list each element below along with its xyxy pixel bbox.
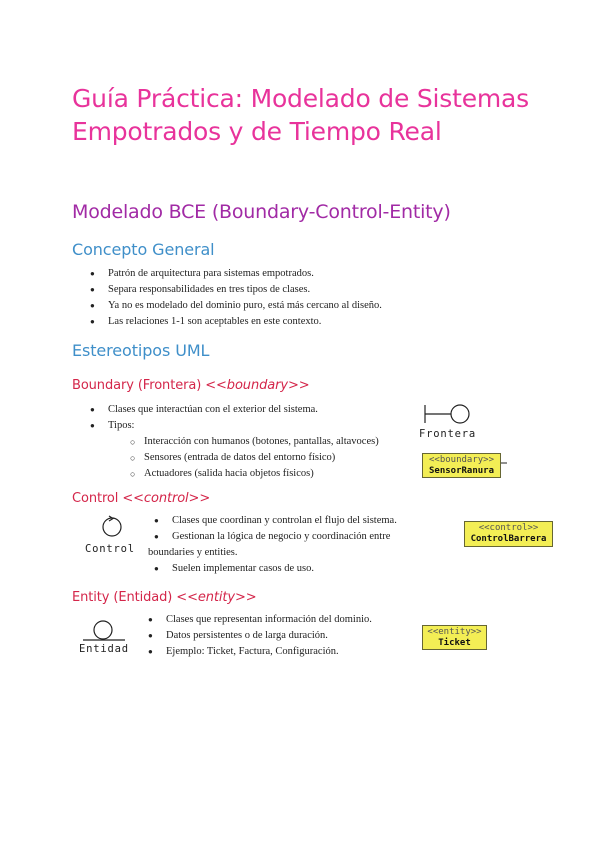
list-item: ● Separa responsabilidades en tres tipos de clases. <box>84 282 382 298</box>
list-item: ● Patrón de arquitectura para sistemas empotrados. <box>84 266 382 282</box>
list-item: ● Datos persistentes o de larga duración. <box>142 628 372 644</box>
control-box-classname: ControlBarrera <box>470 534 547 544</box>
subsection-heading-estereotipos: Estereotipos UML <box>72 341 210 360</box>
list-item: ● Ejemplo: Ticket, Factura, Configuración. <box>142 644 372 660</box>
control-heading <box>72 490 210 508</box>
section-heading-bce: Modelado BCE (Boundary-Control-Entity) <box>72 201 451 223</box>
list-item <box>84 418 379 482</box>
control-box-stereotype: <<control>> <box>478 523 539 533</box>
list-item: ● Ya no es modelado del dominio puro, está más cercano al diseño. <box>84 298 382 314</box>
list-item: ● Gestionan la lógica de negocio y coordinación entre <box>148 529 397 545</box>
entity-list <box>142 612 372 660</box>
list-item: ● Clases que interactúan con el exterior del sistema. <box>84 402 379 418</box>
entity-class-box <box>422 625 487 650</box>
document-title: Guía Práctica: Modelado de Sistemas Empotrados y de Tiempo Real <box>72 84 530 146</box>
boundary-heading <box>72 377 310 395</box>
list-item-text: Tipos: <box>108 420 135 431</box>
list-item: ● Suelen implementar casos de uso. <box>148 561 397 577</box>
boundary-sublist <box>108 434 379 482</box>
entity-box-stereotype: <<entity>> <box>427 627 482 637</box>
subsection-heading-concepto: Concepto General <box>72 240 215 259</box>
boundary-uml-icon <box>424 403 472 427</box>
list-item: ● Las relaciones 1-1 son aceptables en este contexto. <box>84 314 382 330</box>
sublist-item: ○ Interacción con humanos (botones, pantallas, altavoces) <box>108 434 379 450</box>
entity-uml-icon <box>82 620 126 642</box>
boundary-list <box>84 402 379 482</box>
sublist-item: ○ Sensores (entrada de datos del entorno físico) <box>108 450 379 466</box>
boundary-heading-stereotype: <<boundary>> <box>205 378 310 393</box>
control-icon-label: Control <box>85 543 135 555</box>
concepto-list <box>84 266 382 330</box>
boundary-class-box <box>422 453 501 478</box>
boundary-box-classname: SensorRanura <box>428 466 495 476</box>
boundary-box-stereotype: <<boundary>> <box>428 455 495 465</box>
boundary-box-connector <box>501 462 507 464</box>
entity-heading <box>72 589 257 607</box>
list-item: ● Clases que coordinan y controlan el flujo del sistema. <box>148 513 397 529</box>
list-item-continuation <box>148 545 397 561</box>
entity-icon-label: Entidad <box>79 643 129 655</box>
control-list <box>148 513 397 577</box>
control-class-box <box>464 521 553 547</box>
control-heading-stereotype: <<control>> <box>122 491 211 506</box>
list-item: ● Clases que representan información del dominio. <box>142 612 372 628</box>
control-uml-icon <box>101 514 123 538</box>
entity-box-classname: Ticket <box>438 638 471 648</box>
list-item-text: boundaries y entities. <box>148 547 238 558</box>
sublist-item: ○ Actuadores (salida hacia objetos físicos) <box>108 466 379 482</box>
entity-heading-stereotype: <<entity>> <box>176 590 257 605</box>
entity-heading-name: Entity (Entidad) <box>72 590 177 605</box>
control-heading-name: Control <box>72 491 123 506</box>
boundary-heading-name: Boundary (Frontera) <box>72 378 206 393</box>
boundary-icon-label: Frontera <box>419 428 476 440</box>
